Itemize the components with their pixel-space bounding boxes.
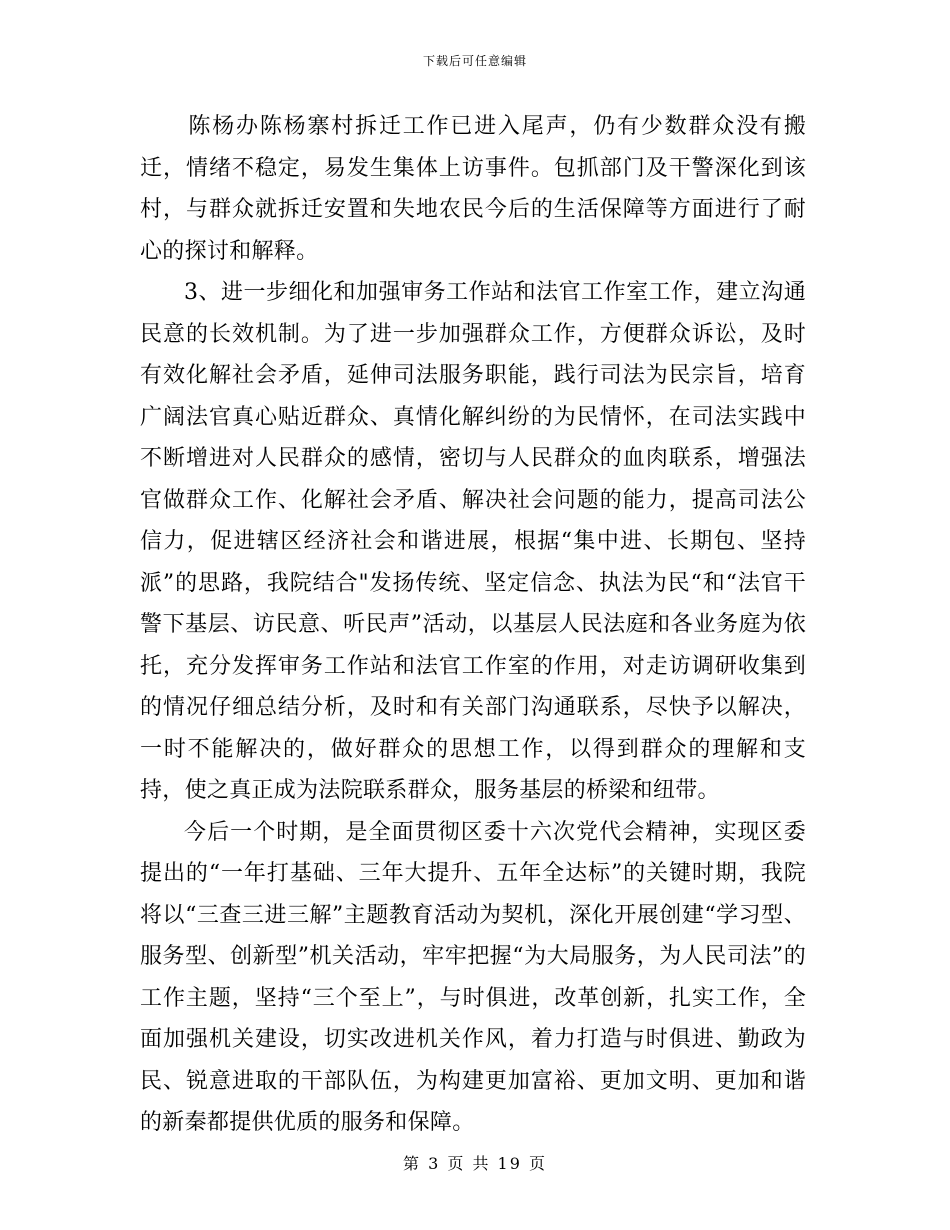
body-paragraph: 今后一个时期，是全面贯彻区委十六次党代会精神，实现区委提出的“一年打基础、三年大提升、五年全达标”的关键时期，我院将以“三查三进三解”主题教育活动为契机，深化开展创建“学习型、服务型、创新型”机关活动，牢牢把握“为大局服务，为人民司法”的工作主题，坚持“三个至上”，与时俱进，改革创新，扎实工作，全面加强机关建设，切实改进机关作风，着力打造与时俱进、勤政为民、锐意进取的干部队伍，为构建更加富裕、更加文明、更加和谐的新秦都提供优质的服务和保障。: [140, 819, 806, 1135]
footer-current-page: 3: [428, 1154, 441, 1173]
document-body: [140, 106, 806, 1144]
footer-middle: 页 共: [447, 1154, 491, 1173]
footer-total-pages: 19: [497, 1154, 522, 1173]
body-paragraph: 3、进一步细化和加强审务工作站和法官工作室工作，建立沟通民意的长效机制。为了进一步加强群众工作，方便群众诉讼，及时有效化解社会矛盾，延伸司法服务职能，践行司法为民宗旨，培育广阔法官真心贴近群众、真情化解纠纷的为民情怀，在司法实践中不断增进对人民群众的感情，密切与人民群众的血肉联系，增强法官做群众工作、化解社会矛盾、解决社会问题的能力，提高司法公信力，促进辖区经济社会和谐进展，根据“集中进、长期包、坚持派”的思路，我院结合"发扬传统、坚定信念、执法为民“和“法官干警下基层、访民意、听民声”活动，以基层人民法庭和各业务庭为依托，充分发挥审务工作站和法官工作室的作用，对走访调研收集到的情况仔细总结分析，及时和有关部门沟通联系，尽快予以解决，一时不能解决的，做好群众的思想工作，以得到群众的理解和支持，使之真正成为法院联系群众，服务基层的桥梁和纽带。: [140, 280, 806, 803]
footer-suffix: 页: [529, 1154, 548, 1173]
header-note: 下载后可任意编辑: [422, 54, 527, 68]
body-paragraph: 陈杨办陈杨寨村拆迁工作已进入尾声，仍有少数群众没有搬迁，情绪不稳定，易发生集体上访事件。包抓部门及干警深化到该村，与群众就拆迁安置和失地农民今后的生活保障等方面进行了耐心的探讨和解释。: [140, 114, 806, 264]
page-footer: [0, 1154, 950, 1174]
footer-prefix: 第: [402, 1154, 421, 1173]
